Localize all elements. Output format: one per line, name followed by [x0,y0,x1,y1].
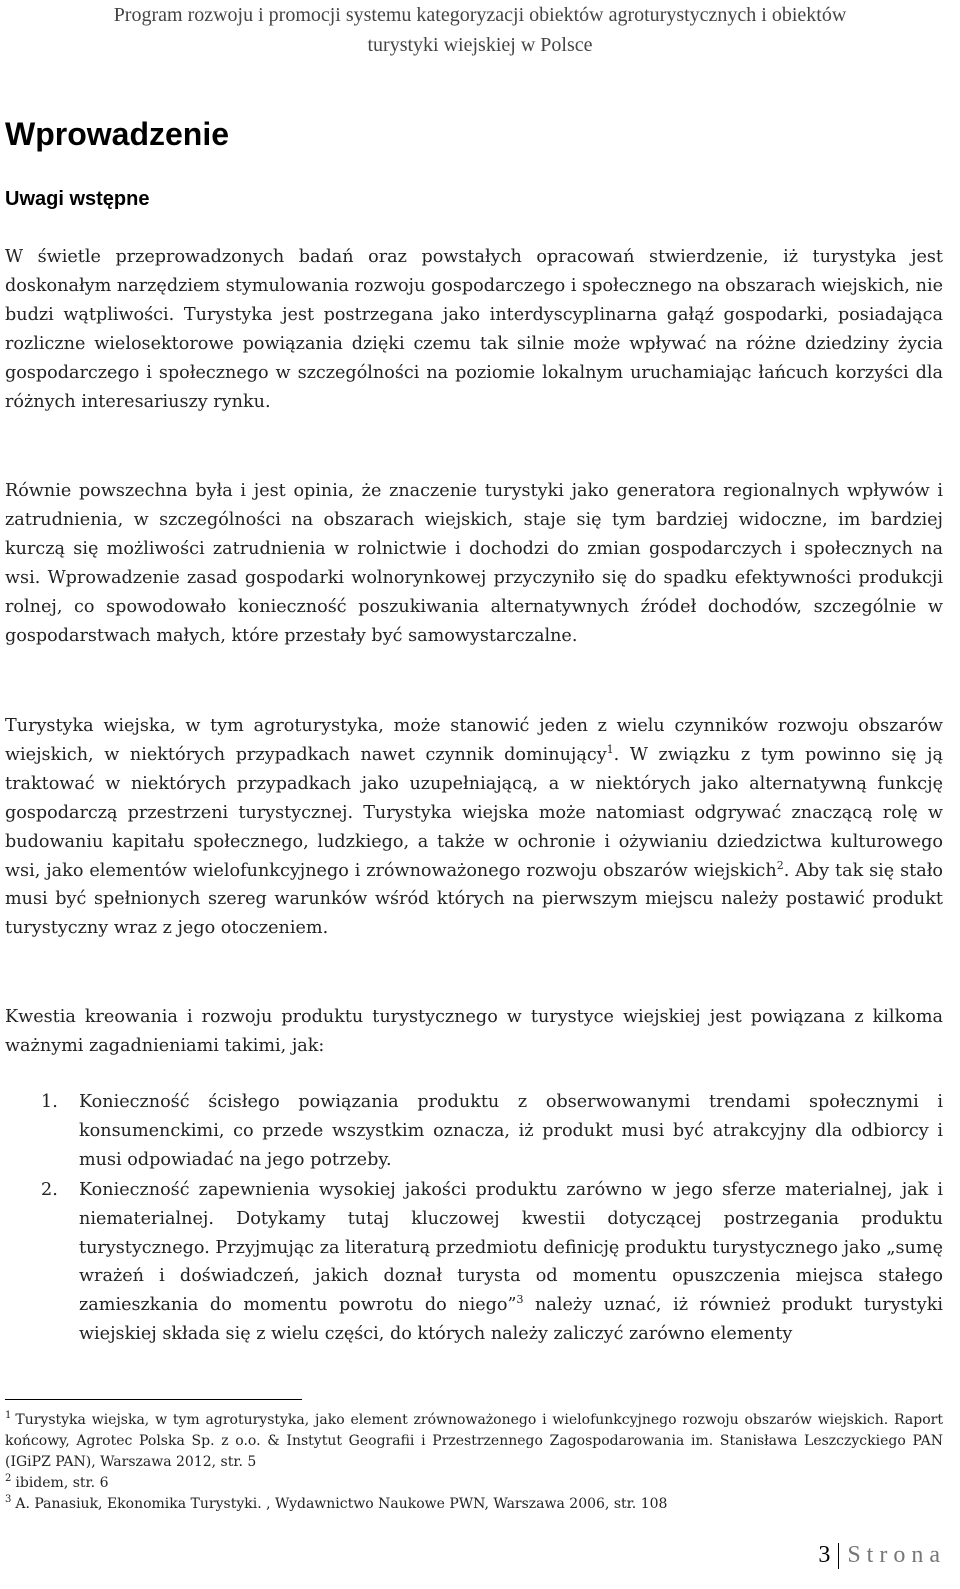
page-title: Wprowadzenie [5,116,230,152]
list-item-number: 2. [41,1179,58,1200]
footnote-text: Turystyka wiejska, w tym agroturystyka, jako element zrównoważonego i wielofunkcyjnego rozwoju obszarów wiejskich. Raport końcowy, Agrotec Polska Sp. z o.o. & Instytut Geografii i Przestrzennego Zagospodarowania im. Stanisława Leszczyckiego PAN (IGiPZ PAN), Warszawa 2012, str. 5 [5,1412,943,1470]
list-item-number: 1. [41,1092,58,1112]
paragraph-1: W świetle przeprowadzonych badań oraz powstałych opracowań stwierdzenie, iż turystyka jest doskonałym narzędziem stymulowania rozwoju gospodarczego i społecznego na obszarach wiejskich, nie budzi wątpliwości. Turystyka jest postrzegana jako interdyscyplinarna gałąź gospodarki, posiadająca rozliczne wielosektorowe powiązania dzięki czemu tak silnie może wpływać na różne dziedziny życia gospodarczego i społecznego w szczególności na poziomie lokalnym uruchamiając łańcuch korzyści dla różnych interesariuszy rynku. [5,247,943,412]
paragraph-4: Kwestia kreowania i rozwoju produktu turystycznego w turystyce wiejskiej jest powiązana z kilkoma ważnymi zagadnieniami takimi, jak: [5,1007,943,1056]
footnote-3 [5,1494,943,1515]
footnote-1 [5,1410,943,1473]
running-header-line-1: Program rozwoju i promocji systemu kategoryzacji obiektów agroturystycznych i obiektów [113,4,847,26]
list-item-text-a: Konieczność zapewnienia wysokiej jakości produktu zarówno w jego sferze materialnej, jak i niematerialnej. Dotykamy tutaj kluczowej kwestii dotyczącej postrzegania produktu turystycznego. Przyjmując za literaturą przedmiotu definicję produktu turystycznego jako „sumę wrażeń i doświadczeń, jakich doznał turysta od momentu opuszczenia miejsca stałego zamieszkania do momentu powrotu do niego” [79,1179,943,1316]
paragraph-3-text-c: . Aby tak się stało musi być spełnionych szereg warunków wśród których na pierwszym miejscu należy postawić produkt turystyczny wraz z jego otoczeniem. [5,860,943,939]
footnote-separator [5,1399,302,1400]
footnote-number: 3 [5,1494,12,1506]
list-item-text-b: należy uznać, iż również produkt turystyki wiejskiej składa się z wielu części, do których należy zaliczyć zarówno elementy [79,1295,943,1345]
list-item-text: Konieczność ścisłego powiązania produktu z obserwowanymi trendami społecznymi i konsumenckimi, co przede wszystkim oznacza, iż produkt musi być atrakcyjny dla odbiorcy i musi odpowiadać na jego potrzeby. [79,1092,943,1170]
page-number [818,1539,946,1571]
footnote-2 [5,1473,943,1494]
list-item [5,1088,943,1175]
footnote-ref-2[interactable]: 2 [776,858,784,872]
paragraph-3-text-b: . W związku z tym powinno się ją traktować w niektórych przypadkach jako uzupełniającą, a w niektórych jako alternatywną funkcję gospodarczą przestrzeni turystycznej. Turystyka wiejska może natomiast odgrywać znaczącą rolę w budowaniu kapitału społecznego, ludzkiego, a także w ochronie i ożywianiu dziedzictwa kulturowego wsi, jako elementów wielofunkcyjnego i zrównoważonego rozwoju obszarów wiejskich [5,744,943,881]
page-number-label: Strona [847,1542,946,1568]
footnote-ref-3[interactable]: 3 [516,1293,524,1307]
page-number-value: 3 [818,1542,831,1568]
footnote-number: 1 [5,1410,12,1422]
numbered-list [5,1088,943,1350]
footnote-number: 2 [5,1473,12,1485]
running-header [0,0,960,60]
paragraph-2: Równie powszechna była i jest opinia, że znaczenie turystyki jako generatora regionalnych wpływów i zatrudnienia, w szczególności na obszarach wiejskich, staje się tym bardziej widoczne, im bardziej kurczą się możliwości zatrudnienia w rolnictwie i dochodzi do zmian gospodarczych i społecznych na wsi. Wprowadzenie zasad gospodarki wolnorynkowej przyczyniło się do spadku efektywności produkcji rolnej, co spowodowało konieczność poszukiwania alternatywnych źródeł dochodów, szczególnie w gospodarstwach małych, które przestały być samowystarczalne. [5,481,943,646]
paragraph-3 [5,712,943,943]
section-subtitle: Uwagi wstępne [5,188,150,210]
list-item [5,1176,943,1349]
footnote-ref-1[interactable]: 1 [606,743,614,757]
paragraph-3-text-a: Turystyka wiejska, w tym agroturystyka, może stanowić jeden z wielu czynników rozwoju obszarów wiejskich, w niektórych przypadkach nawet czynnik dominujący [5,716,943,765]
page-number-divider [838,1543,839,1569]
running-header-line-2: turystyki wiejskiej w Polsce [367,34,593,56]
footnote-text: ibidem, str. 6 [15,1475,109,1491]
footnotes [5,1410,943,1515]
footnote-text: A. Panasiuk, Ekonomika Turystyki. , Wydawnictwo Naukowe PWN, Warszawa 2006, str. 108 [15,1496,668,1512]
